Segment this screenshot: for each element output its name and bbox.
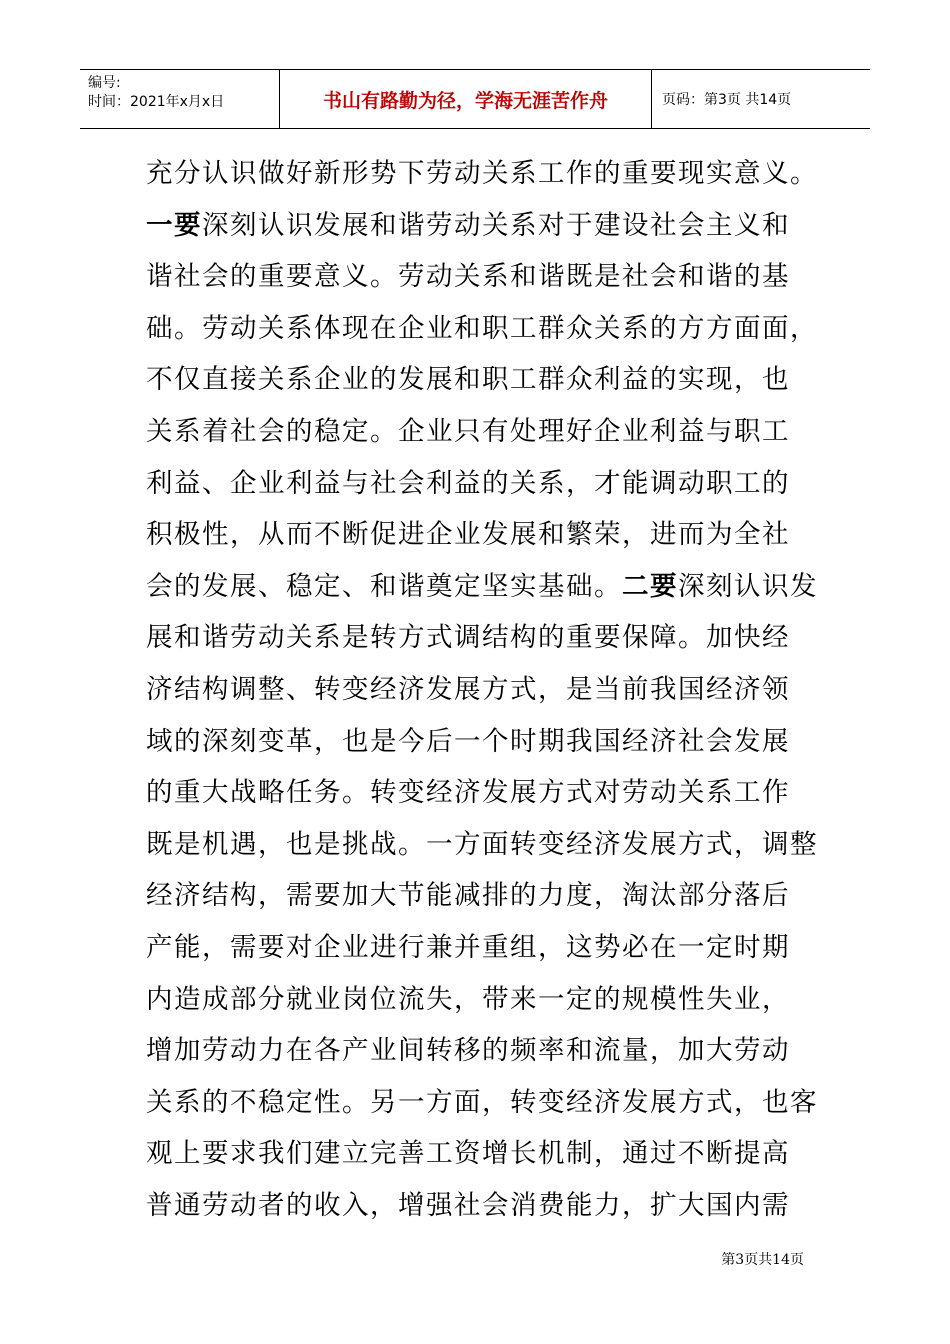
- number-label: 编号:: [88, 75, 121, 91]
- motto-text: 书山有路勤为径，学海无涯苦作舟: [322, 89, 608, 112]
- header-page-info: [652, 70, 870, 128]
- text-line: 普通劳动者的收入，增强社会消费能力，扩大国内需: [146, 1189, 790, 1221]
- page-footer: [721, 1249, 804, 1269]
- text-line: 既是机遇，也是挑战。一方面转变经济发展方式，调整: [146, 828, 818, 860]
- text-line: 不仅直接关系企业的发展和职工群众利益的实现，也: [146, 364, 790, 396]
- text-line: 展和谐劳动关系是转方式调结构的重要保障。加快经: [146, 622, 790, 654]
- emphasis-marker: 二要: [622, 570, 678, 602]
- emphasis-marker: 一要: [146, 209, 202, 241]
- document-body: [146, 148, 818, 1231]
- text-line: 济结构调整、转变经济发展方式，是当前我国经济领: [146, 673, 790, 705]
- header-motto: [280, 70, 652, 128]
- text-line: 一要深刻认识发展和谐劳动关系对于建设社会主义和: [146, 209, 790, 241]
- text-line: 经济结构，需要加大节能减排的力度，淘汰部分落后: [146, 880, 790, 912]
- text-line: 内造成部分就业岗位流失，带来一定的规模性失业，: [146, 983, 790, 1015]
- header-page-number: 页码：第3页 共14页: [662, 92, 792, 108]
- text-line: 增加劳动力在各产业间转移的频率和流量，加大劳动: [146, 1035, 790, 1067]
- header-meta: [80, 70, 280, 128]
- text-line: 会的发展、稳定、和谐奠定坚实基础。二要深刻认识发: [146, 570, 818, 602]
- text-line: 利益、企业利益与社会利益的关系，才能调动职工的: [146, 467, 790, 499]
- text-line: 积极性，从而不断促进企业发展和繁荣，进而为全社: [146, 519, 790, 551]
- time-label: 时间：2021年x月x日: [88, 94, 225, 110]
- text-line: 观上要求我们建立完善工资增长机制，通过不断提高: [146, 1138, 790, 1170]
- text-line: 关系着社会的稳定。企业只有处理好企业利益与职工: [146, 415, 790, 447]
- text-line: 础。劳动关系体现在企业和职工群众关系的方方面面，: [146, 312, 818, 344]
- text-line: 的重大战略任务。转变经济发展方式对劳动关系工作: [146, 777, 790, 809]
- text-line: 谐社会的重要意义。劳动关系和谐既是社会和谐的基: [146, 261, 790, 293]
- text-line: 域的深刻变革，也是今后一个时期我国经济社会发展: [146, 725, 790, 757]
- text-line: 关系的不稳定性。另一方面，转变经济发展方式，也客: [146, 1086, 818, 1118]
- text-line: 产能，需要对企业进行兼并重组，这势必在一定时期: [146, 931, 790, 963]
- page-header: [80, 69, 870, 129]
- text-line: 充分认识做好新形势下劳动关系工作的重要现实意义。: [146, 158, 818, 189]
- footer-page-number: 第3页共14页: [721, 1252, 804, 1268]
